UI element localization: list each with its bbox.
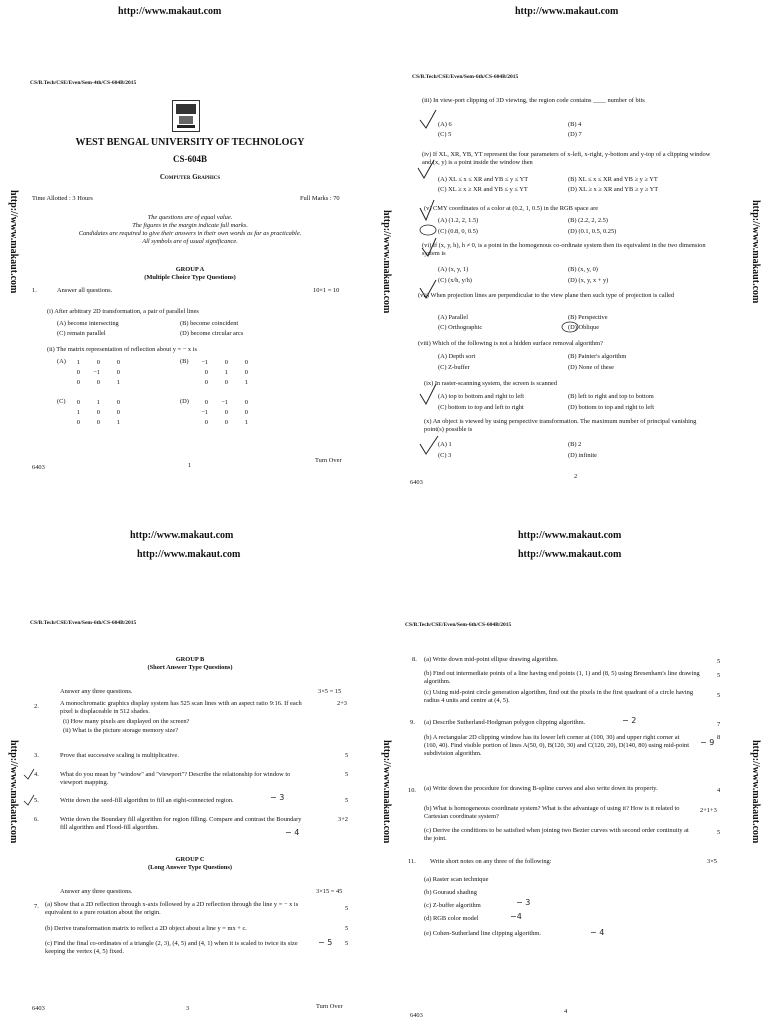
mid-url-right-1[interactable]: http://www.makaut.com xyxy=(518,530,622,541)
q7-number: 7. xyxy=(34,903,39,910)
matrix-cell: 0 xyxy=(96,409,100,416)
q-iii-b: (B) 4 xyxy=(568,121,582,128)
qii-option-d-label: (D) xyxy=(180,398,189,405)
q11c-text: (c) Z-buffer algorithm xyxy=(424,902,481,909)
p3-footer-code: 6403 xyxy=(32,1005,45,1012)
matrix-cell: −1 xyxy=(201,359,208,366)
side-url-mid-bottom[interactable]: http://www.makaut.com xyxy=(381,740,392,844)
q-iii-text: (iii) In view-port clipping of 3D viewing, the region code contains ____ number of bits xyxy=(422,97,645,104)
matrix-cell: 0 xyxy=(224,419,228,426)
q7b-text: (b) Derive transformation matrix to reflect a 2D object about a line y = mx + c. xyxy=(45,925,247,932)
qi-option-d: (D) become circular arcs xyxy=(180,330,244,337)
qii-option-c-label: (C) xyxy=(57,398,66,405)
q-viii-c: (C) Z-buffer xyxy=(438,364,470,371)
p2-footer-code: 6403 xyxy=(410,479,423,486)
q9a-text: (a) Describe Sutherland-Hodgman polygon clipping algorithm. xyxy=(424,719,586,726)
matrix-cell: −1 xyxy=(221,399,228,406)
mid-url-right-2[interactable]: http://www.makaut.com xyxy=(518,549,622,560)
matrix-d xyxy=(188,398,248,428)
q8c-text: (c) Using mid-point circle generation algorithm, find out the pixels in the first quadrant of a circle having radius 4 units and centre at (4, 5). xyxy=(424,689,694,705)
handwritten-note: −4 xyxy=(510,912,522,921)
side-url-right-bottom[interactable]: http://www.makaut.com xyxy=(750,740,761,844)
q-vi-a: (A) (x, y, 1) xyxy=(438,266,469,273)
matrix-cell: −1 xyxy=(201,409,208,416)
group-c-subtitle: (Long Answer Type Questions) xyxy=(148,864,232,871)
q1-text: Answer all questions. xyxy=(57,287,113,294)
q11-text: Write short notes on any three of the following: xyxy=(430,858,552,865)
matrix-c xyxy=(60,398,120,428)
q8-number: 8. xyxy=(412,656,417,663)
q4-marks: 5 xyxy=(345,771,349,778)
header-url-left[interactable]: http://www.makaut.com xyxy=(118,6,222,17)
q1-number: 1. xyxy=(32,287,37,294)
matrix-cell: 0 xyxy=(76,379,80,386)
q-x-d: (D) infinite xyxy=(568,452,597,459)
q11d-text: (d) RGB color model xyxy=(424,915,479,922)
p1-page-number: 1 xyxy=(188,462,192,469)
q-vi-d: (D) (x, y, x + y) xyxy=(568,277,609,284)
q7c-marks: 5 xyxy=(345,940,349,947)
q11-number: 11. xyxy=(408,858,416,865)
q-viii-text: (viii) Which of the following is not a hidden surface removal algorithm? xyxy=(418,340,603,347)
q2-number: 2. xyxy=(34,703,39,710)
q2-part-ii: (ii) What is the picture storage memory size? xyxy=(63,727,179,734)
matrix-cell: 0 xyxy=(224,409,228,416)
q-viii-b: (B) Painter's algorithm xyxy=(568,353,627,360)
matrix-cell: 0 xyxy=(76,419,80,426)
matrix-cell: 0 xyxy=(76,369,80,376)
matrix-cell: 0 xyxy=(116,359,120,366)
matrix-cell: 0 xyxy=(224,359,228,366)
p1-footer-code: 6403 xyxy=(32,464,45,471)
q-vii-text: (vii) When projection lines are perpendicular to the view plane then such type of projection is called xyxy=(418,292,675,299)
side-url-left-bottom[interactable]: http://www.makaut.com xyxy=(8,740,19,844)
p1-course-code: CS/B.Tech/CSE/Even/Sem-4th/CS-604B/2015 xyxy=(30,80,137,86)
group-b-instruction: Answer any three questions. xyxy=(60,688,133,695)
q-v-a: (A) (1.2, 2, 1.5) xyxy=(438,217,479,224)
group-c-title: GROUP C xyxy=(175,856,205,863)
qi-text: (i) After arbitrary 2D transformation, a pair of parallel lines xyxy=(47,308,199,315)
answer-circle-mark xyxy=(560,320,580,334)
q10-number: 10. xyxy=(408,787,416,794)
q-iii-d: (D) 7 xyxy=(568,131,582,138)
group-b-title: GROUP B xyxy=(175,656,205,663)
group-c-instruction: Answer any three questions. xyxy=(60,888,133,895)
q-v-b: (B) (2.2, 2, 2.5) xyxy=(568,217,608,224)
matrix-cell: 0 xyxy=(96,379,100,386)
instruction-1: The questions are of equal value. xyxy=(147,214,233,221)
q-ix-a: (A) top to bottom and right to left xyxy=(438,393,525,400)
q-ix-b: (B) left to right and top to bottom xyxy=(568,393,654,400)
matrix-cell: 0 xyxy=(244,399,248,406)
matrix-cell: 1 xyxy=(244,419,248,426)
q8b-text: (b) Find out intermediate points of a line having end points (1, 1) and (8, 5) using Bresenham's line drawing algorithm. xyxy=(424,670,700,686)
university-logo xyxy=(172,100,200,132)
q11a-text: (a) Raster scan technique xyxy=(424,876,489,883)
q7b-marks: 5 xyxy=(345,925,349,932)
q-iv-a: (A) XL ≤ x ≤ XR and YB ≤ y ≤ YT xyxy=(438,176,529,183)
q-x-a: (A) 1 xyxy=(438,441,452,448)
q6-marks: 3+2 xyxy=(338,816,348,823)
p3-course-code: CS/B.Tech/CSE/Even/Sem-6th/CS-604B/2015 xyxy=(30,620,137,626)
group-c-marks: 3×15 = 45 xyxy=(316,888,343,895)
p4-course-code: CS/B.Tech/CSE/Even/Sem-6th/CS-604B/2015 xyxy=(405,622,512,628)
q-ix-d: (D) bottom to top and right to left xyxy=(568,404,655,411)
qii-text: (ii) The matrix representation of reflection about y = − x is xyxy=(47,346,197,353)
q3-text: Prove that successive scaling is multiplicative. xyxy=(60,752,179,759)
q3-number: 3. xyxy=(34,752,39,759)
matrix-cell: 0 xyxy=(116,409,120,416)
q10b-text: (b) What is homogeneous coordinate system? What is the advantage of using it? How is it related to Cartesian coordinate system? xyxy=(424,805,680,821)
q-vii-d: (D) Oblique xyxy=(568,324,600,331)
matrix-cell: −1 xyxy=(93,369,100,376)
handwritten-note: − 4 xyxy=(590,928,605,937)
p3-turn-over: Turn Over xyxy=(316,1003,343,1010)
handwritten-note: − 2 xyxy=(622,716,637,725)
group-b-marks: 3×5 = 15 xyxy=(318,688,342,695)
q-vi-b: (B) (x, y, 0) xyxy=(568,266,598,273)
p2-course-code: CS/B.Tech/CSE/Even/Sem-6th/CS-604B/2015 xyxy=(412,74,519,80)
q10b-marks: 2+1+3 xyxy=(700,807,717,814)
group-a-title: GROUP A xyxy=(175,266,205,273)
handwritten-note: − 3 xyxy=(270,793,285,802)
matrix-cell: 0 xyxy=(96,419,100,426)
q-iii-c: (C) 5 xyxy=(438,131,452,138)
p3-page-number: 3 xyxy=(186,1005,190,1012)
q-iv-text: (iv) If XL, XR, YB, YT represent the four parameters of x-left, x-right, y-bottom and y-top of a clipping window and (x, y) is a point inside the window then xyxy=(422,151,711,167)
q9-number: 9. xyxy=(410,719,415,726)
q-x-b: (B) 2 xyxy=(568,441,582,448)
q-iv-c: (C) XL ≥ x ≥ XR and YB ≤ y ≤ YT xyxy=(438,186,528,193)
p1-turn-over: Turn Over xyxy=(315,457,342,464)
q2-part-i: (i) How many pixels are displayed on the screen? xyxy=(63,718,190,725)
q-ix-text: (ix) In raster-scanning system, the screen is scanned xyxy=(424,380,557,387)
q-x-text: (x) An object is viewed by using perspective transformation. The maximum number of principal vanishing point(s) possible is xyxy=(424,418,697,434)
time-allotted: Time Allotted : 3 Hours xyxy=(32,195,93,202)
q10a-text: (a) Write down the procedure for drawing B-spline curves and also write down its property. xyxy=(424,785,658,792)
q-viii-d: (D) None of these xyxy=(568,364,614,371)
q10a-marks: 4 xyxy=(717,787,721,794)
q7c-text: (c) Find the final co-ordinates of a triangle (2, 3), (4, 5) and (4, 1) when it is scaled to twice its size keeping the vertex (4, 5) fixed. xyxy=(45,940,298,956)
q6-number: 6. xyxy=(34,816,39,823)
q5-marks: 5 xyxy=(345,797,349,804)
q6-text: Write down the Boundary fill algorithm for region filling. Compare and contrast the Boundary fill algorithm and Flood-fill algorithm. xyxy=(60,816,302,832)
matrix-b xyxy=(188,358,248,388)
subject-title: Computer Graphics xyxy=(159,173,221,181)
mid-url-left-1[interactable]: http://www.makaut.com xyxy=(130,530,234,541)
side-url-mid-top[interactable]: http://www.makaut.com xyxy=(381,210,392,314)
qi-option-c: (C) remain parallel xyxy=(57,330,106,337)
q-x-c: (C) 3 xyxy=(438,452,452,459)
matrix-cell: 0 xyxy=(76,399,80,406)
q7a-marks: 5 xyxy=(345,905,349,912)
qi-option-a: (A) become intersecting xyxy=(57,320,119,327)
header-url-right[interactable]: http://www.makaut.com xyxy=(515,6,619,17)
q8c-marks: 5 xyxy=(717,692,721,699)
q2-text: A monochromatic graphics display system has 525 scan lines with an aspect ratio 9:16. If each pixel is displaceable in 512 shades. xyxy=(60,700,302,716)
q-vii-b: (B) Perspective xyxy=(568,314,608,321)
q-vii-a: (A) Parallel xyxy=(438,314,468,321)
q-v-text: (v) CMY coordinates of a color at (0.2, 1, 0.5) in the RGB space are xyxy=(424,205,599,212)
matrix-cell: 0 xyxy=(204,399,208,406)
q10c-text: (c) Derive the conditions to be satisfied when joining two Bezier curves with second order continuity at the joint. xyxy=(424,827,689,843)
q4-number: 4. xyxy=(34,771,39,778)
handwritten-note: − 9 xyxy=(700,738,715,747)
matrix-cell: 1 xyxy=(116,379,120,386)
q9b-text: (b) A rectangular 2D clipping window has its lower left corner at (100, 30) and upper right corner at (160, 40). Find visible portion of lines A(50, 0), B(120, 30) and C(120, 20), D(140, 80) using mid-point subdivision algorithm. xyxy=(424,734,690,758)
side-url-left-top[interactable]: http://www.makaut.com xyxy=(8,190,19,294)
q10c-marks: 5 xyxy=(717,829,721,836)
instruction-2: The figures in the margin indicate full marks. xyxy=(132,222,248,229)
p2-page-number: 2 xyxy=(574,473,578,480)
handwritten-note: − 4 xyxy=(285,828,300,837)
q5-text: Write down the seed-fill algorithm to fill an eight-connected region. xyxy=(60,797,234,804)
handwritten-note: − 5 xyxy=(318,938,333,947)
matrix-cell: 1 xyxy=(76,409,80,416)
q4-text: What do you mean by "window" and "viewport"? Describe the relationship for window to viewport mapping. xyxy=(60,771,291,787)
q7a-text: (a) Show that a 2D reflection through x-axis followed by a 2D reflection through the line y = − x is equivalent to a pure rotation about the origin. xyxy=(45,901,299,917)
instruction-4: All symbols are of usual significance. xyxy=(142,238,238,245)
mid-url-left-2[interactable]: http://www.makaut.com xyxy=(137,549,241,560)
matrix-cell: 0 xyxy=(244,359,248,366)
matrix-cell: 1 xyxy=(116,419,120,426)
q5-number: 5. xyxy=(34,797,39,804)
matrix-cell: 1 xyxy=(224,369,228,376)
q-vii-c: (C) Orthographic xyxy=(438,324,483,331)
q11b-text: (b) Gouraud shading xyxy=(424,889,477,896)
matrix-cell: 1 xyxy=(96,399,100,406)
q1-marks: 10×1 = 10 xyxy=(313,287,340,294)
matrix-cell: 0 xyxy=(204,379,208,386)
matrix-cell: 0 xyxy=(116,369,120,376)
matrix-a xyxy=(60,358,120,388)
instruction-3: Candidates are required to give their answers in their own words as far as practicable. xyxy=(78,230,302,237)
q-v-c: (C) (0.8, 0, 0.5) xyxy=(438,228,478,235)
q9b-marks: 8 xyxy=(717,734,721,741)
matrix-cell: 1 xyxy=(244,379,248,386)
paper-code: CS-604B xyxy=(172,154,207,164)
q8a-marks: 5 xyxy=(717,658,721,665)
q8a-text: (a) Write down mid-point ellipse drawing algorithm. xyxy=(424,656,559,663)
q11-marks: 3×5 xyxy=(707,858,717,865)
matrix-cell: 0 xyxy=(224,379,228,386)
p4-footer-code: 6403 xyxy=(410,1012,423,1019)
matrix-cell: 0 xyxy=(244,409,248,416)
pen-tick-marks xyxy=(22,765,42,825)
university-emblem-icon xyxy=(173,101,199,131)
q-iv-b: (B) XL ≤ x ≤ XR and YB ≥ y ≥ YT xyxy=(568,176,658,183)
q-iv-d: (D) XL ≥ x ≥ XR and YB ≥ y ≥ YT xyxy=(568,186,659,193)
matrix-cell: 0 xyxy=(96,359,100,366)
university-name: WEST BENGAL UNIVERSITY OF TECHNOLOGY xyxy=(75,137,305,148)
answer-tick-marks xyxy=(416,108,446,468)
qi-option-b: (B) become coincident xyxy=(180,320,239,327)
matrix-cell: 0 xyxy=(204,369,208,376)
q9a-marks: 7 xyxy=(717,721,721,728)
group-a-subtitle: (Multiple Choice Type Questions) xyxy=(144,274,236,281)
matrix-cell: 0 xyxy=(244,369,248,376)
matrix-cell: 0 xyxy=(116,399,120,406)
q-vi-text: (vi) If (x, y, h), h ≠ 0, is a point in the homogenous co-ordinate system then its equivalent in the two dimension system is xyxy=(422,242,706,258)
q-vi-c: (C) (x/h, y/h) xyxy=(438,277,472,284)
q-viii-a: (A) Depth sort xyxy=(438,353,476,360)
q8b-marks: 5 xyxy=(717,672,721,679)
q-iii-a: (A) 6 xyxy=(438,121,452,128)
qii-option-a-label: (A) xyxy=(57,358,66,365)
p4-page-number: 4 xyxy=(564,1008,568,1015)
matrix-cell: 1 xyxy=(76,359,80,366)
q2-marks: 2+3 xyxy=(337,700,347,707)
matrix-cell: 0 xyxy=(204,419,208,426)
q-v-d: (D) (0.1, 0.5, 0.25) xyxy=(568,228,617,235)
q-ix-c: (C) bottom to top and left to right xyxy=(438,404,524,411)
side-url-right-top[interactable]: http://www.makaut.com xyxy=(750,200,761,304)
q3-marks: 5 xyxy=(345,752,349,759)
group-b-subtitle: (Short Answer Type Questions) xyxy=(147,664,233,671)
full-marks: Full Marks : 70 xyxy=(300,195,340,202)
handwritten-note: − 3 xyxy=(516,898,531,907)
q11e-text: (e) Cohen-Sutherland line clipping algorithm. xyxy=(424,930,541,937)
qii-option-b-label: (B) xyxy=(180,358,189,365)
